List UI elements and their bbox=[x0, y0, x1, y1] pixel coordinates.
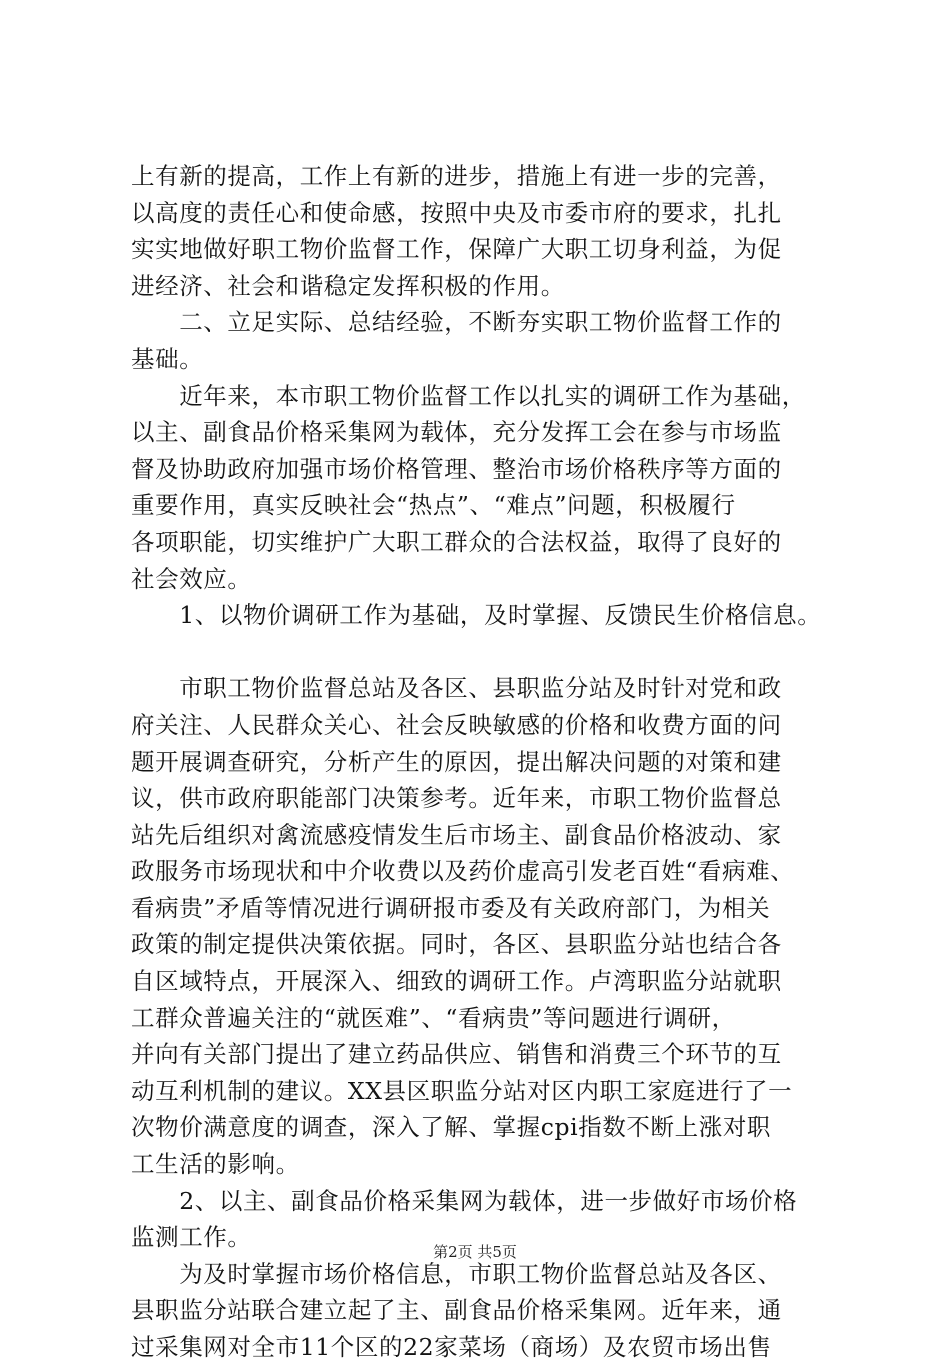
blank-line bbox=[131, 634, 851, 671]
text-line: 各项职能，切实维护广大职工群众的合法权益，取得了良好的 bbox=[131, 527, 782, 556]
text-line: 为及时掌握市场价格信息，市职工物价监督总站及各区、 bbox=[131, 1259, 782, 1288]
text-line: 过采集网对全市11个区的22家菜场（商场）及农贸市场出售 bbox=[131, 1333, 772, 1361]
text-line: 二、立足实际、总结经验，不断夯实职工物价监督工作的 bbox=[131, 308, 782, 337]
text-line: 题开展调查研究，分析产生的原因，提出解决问题的对策和建 bbox=[131, 747, 782, 776]
text-line: 市职工物价监督总站及各区、县职监分站及时针对党和政 bbox=[131, 674, 782, 703]
text-line: 监测工作。 bbox=[131, 1223, 252, 1252]
text-line: 府关注、人民群众关心、社会反映敏感的价格和收费方面的问 bbox=[131, 710, 782, 739]
text-line: 基础。 bbox=[131, 344, 204, 373]
text-line: 以主、副食品价格采集网为载体，充分发挥工会在参与市场监 bbox=[131, 418, 782, 447]
document-body bbox=[131, 158, 851, 1366]
text-line: 并向有关部门提出了建立药品供应、销售和消费三个环节的互 bbox=[131, 1040, 782, 1069]
text-line: 站先后组织对禽流感疫情发生后市场主、副食品价格波动、家 bbox=[131, 820, 782, 849]
text-line: 以高度的责任心和使命感，按照中央及市委市府的要求，扎扎 bbox=[131, 198, 782, 227]
text-line: 议，供市政府职能部门决策参考。近年来，市职工物价监督总 bbox=[131, 784, 782, 813]
text-line: 次物价满意度的调查，深入了解、掌握cpi指数不断上涨对职 bbox=[131, 1113, 772, 1142]
text-line: 县职监分站联合建立起了主、副食品价格采集网。近年来，通 bbox=[131, 1296, 782, 1325]
text-line: 自区域特点，开展深入、细致的调研工作。卢湾职监分站就职 bbox=[131, 967, 782, 996]
text-line: 动互利机制的建议。XX县区职监分站对区内职工家庭进行了一 bbox=[131, 1076, 793, 1105]
text-line: 1、以物价调研工作为基础，及时掌握、反馈民生价格信息。 bbox=[131, 601, 822, 630]
text-line: 重要作用，真实反映社会“热点”、“难点”问题，积极履行 bbox=[131, 491, 736, 520]
text-line: 2、以主、副食品价格采集网为载体，进一步做好市场价格 bbox=[131, 1186, 798, 1215]
text-line: 工生活的影响。 bbox=[131, 1150, 300, 1179]
text-line: 实实地做好职工物价监督工作，保障广大职工切身利益，为促 bbox=[131, 235, 782, 264]
text-line: 政策的制定提供决策依据。同时，各区、县职监分站也结合各 bbox=[131, 930, 782, 959]
text-line: 看病贵”矛盾等情况进行调研报市委及有关政府部门，为相关 bbox=[131, 893, 771, 922]
text-line: 政服务市场现状和中介收费以及药价虚高引发老百姓“看病难、 bbox=[131, 857, 795, 886]
page-footer: 第2页 共5页 bbox=[433, 1243, 517, 1261]
text-line: 工群众普遍关注的“就医难”、“看病贵”等问题进行调研， bbox=[131, 1003, 736, 1032]
text-line: 近年来，本市职工物价监督工作以扎实的调研工作为基础， bbox=[131, 381, 806, 410]
text-line: 上有新的提高，工作上有新的进步，措施上有进一步的完善， bbox=[131, 162, 782, 190]
text-line: 督及协助政府加强市场价格管理、整治市场价格秩序等方面的 bbox=[131, 454, 782, 483]
text-line: 进经济、社会和谐稳定发挥积极的作用。 bbox=[131, 271, 565, 300]
text-line: 社会效应。 bbox=[131, 564, 252, 593]
